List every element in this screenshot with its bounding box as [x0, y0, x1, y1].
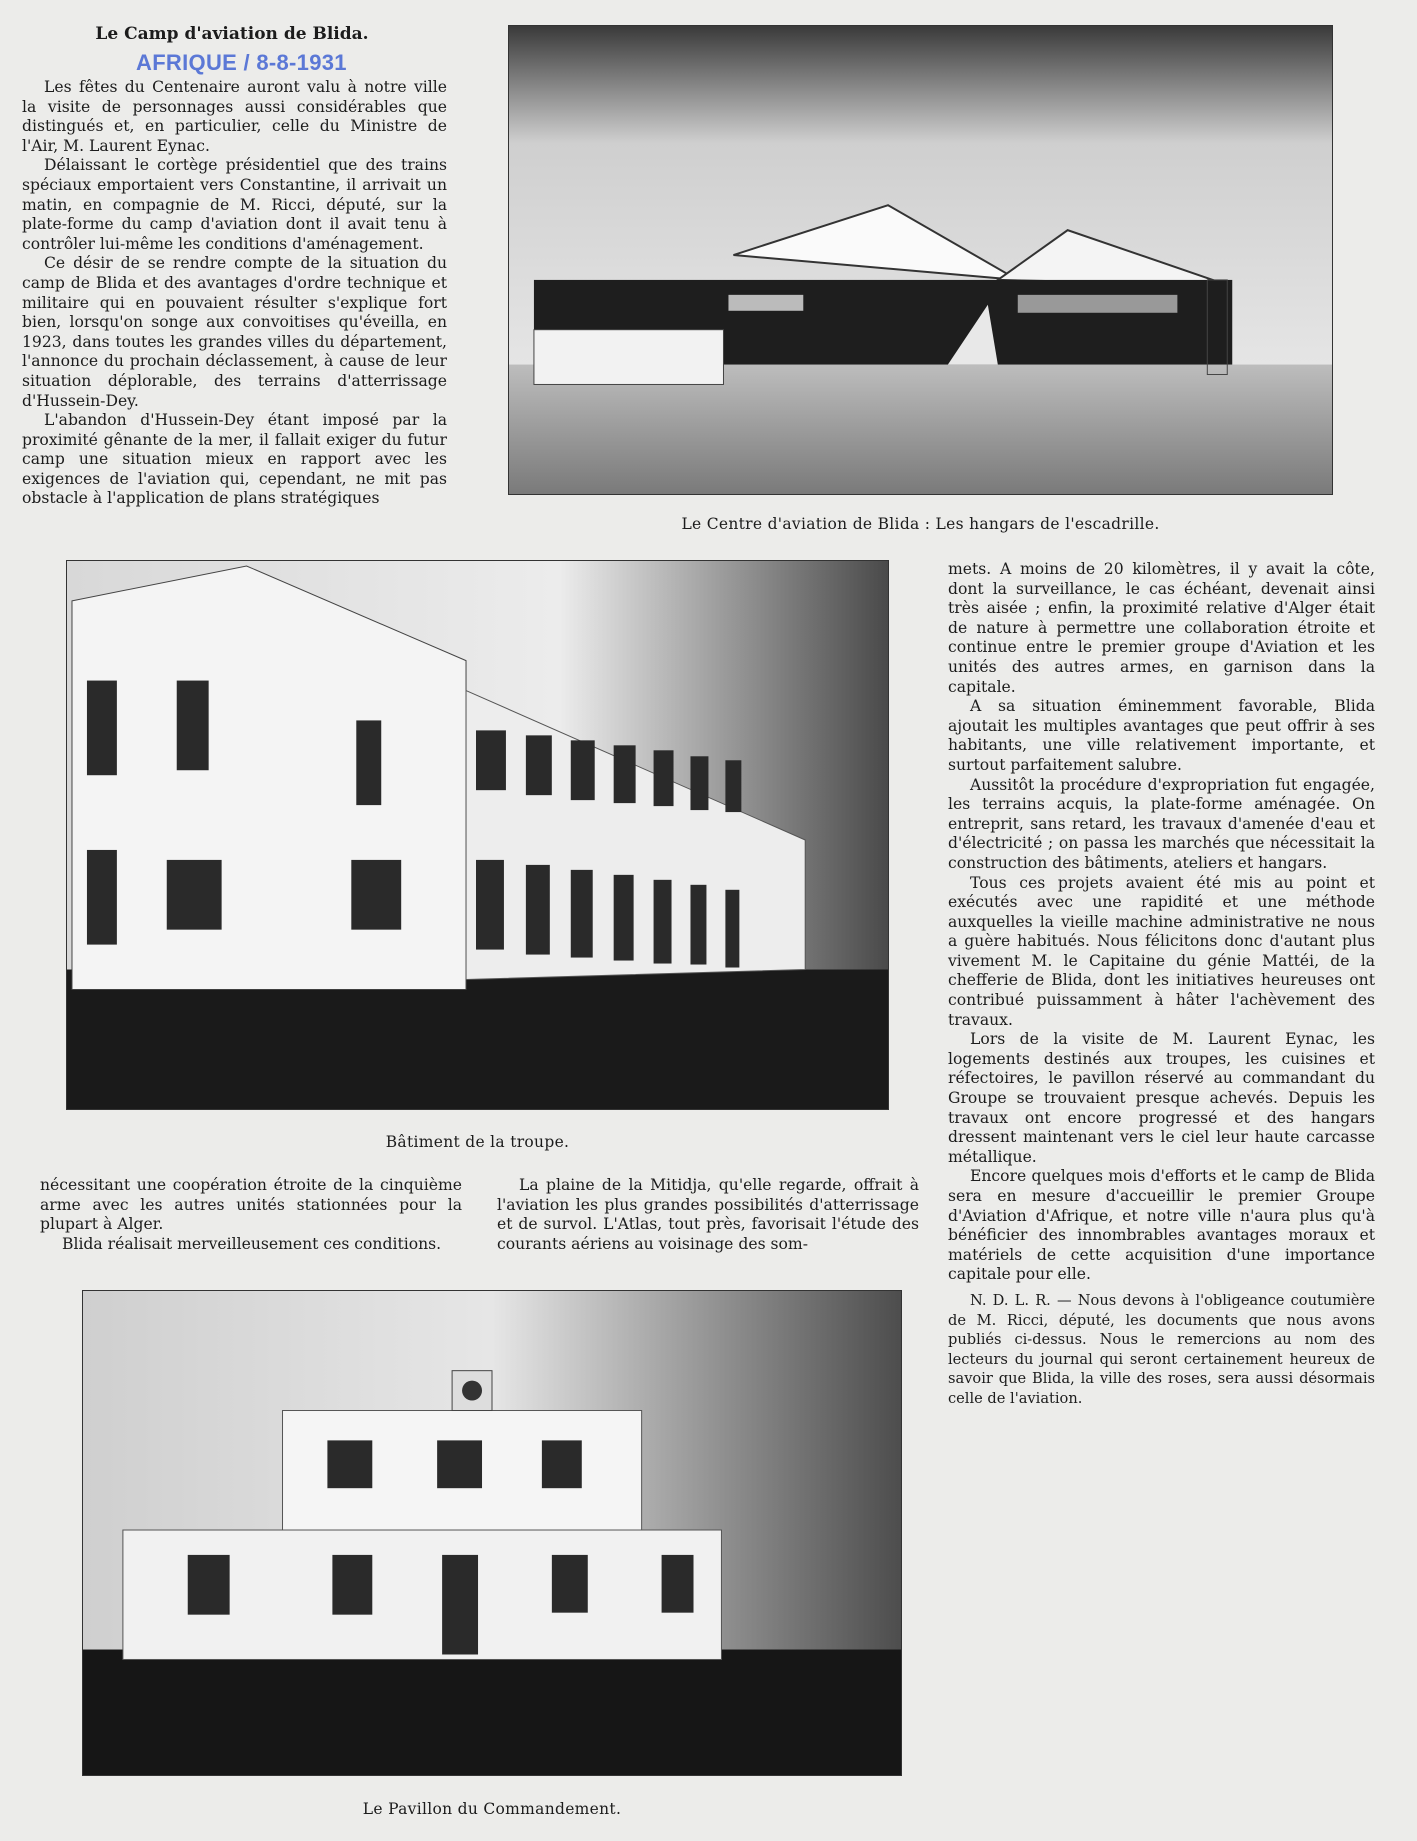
paragraph: Encore quelques mois d'efforts et le camp de Blida sera en mesure d'accueillir le premier Groupe d'Aviation d'Afrique, et notre ville n'aura plus qu'à bénéficier des innombrables avantages moraux et matériels de cette acquisition d'une importance capitale pour elle. — [948, 1167, 1375, 1284]
paragraph: Tous ces projets avaient été mis au point et exécutés avec une rapidité et une méthode auxquelles la vieille machine administrative ne nous a guère habitués. Nous félicitons donc d'autant plus vivement M. le Capitaine du génie Mattéi, de la chefferie de Blida, dont les initiatives heureuses ont contribué puissamment à hâter l'achèvement des travaux. — [948, 873, 1375, 1029]
paragraph: Blida réalisait merveilleusement ces conditions. — [62, 1234, 442, 1253]
column-4 — [948, 560, 1375, 1409]
ndlr-note — [948, 1291, 1375, 1409]
paragraph: Délaissant le cortège présidentiel que des trains spéciaux emportaient vers Constantine, il arrivait un matin, en compagnie de M. Ricci, député, sur la plate-forme du camp d'aviation dont il avait tenu à contrôler lui-même les conditions d'aménagement. — [22, 156, 447, 253]
caption-pavillon: Le Pavillon du Commandement. — [362, 1800, 622, 1818]
paragraph: A sa situation éminemment favorable, Blida ajoutait les multiples avantages que peut offrir à ses habitants, une ville relativement importante, et surtout parfaitement salubre. — [948, 697, 1375, 774]
photo-batiment-troupe — [66, 560, 889, 1110]
paragraph: L'abandon d'Hussein-Dey étant imposé par la proximité gênante de la mer, il fallait exiger du futur camp une situation mieux en rapport avec les exigences de l'aviation qui, cependant, ne mit pas obstacle à l'application de plans stratégiques — [22, 411, 447, 508]
paragraph: Aussitôt la procédure d'expropriation fut engagée, les terrains acquis, la plate-forme aménagée. On entreprit, sans retard, les travaux d'amenée d'eau et d'électricité ; on passa les marchés que nécessitait la construction des bâtiments, ateliers et hangars. — [948, 775, 1375, 872]
column-1 — [22, 78, 447, 509]
paragraph: Les fêtes du Centenaire auront valu à notre ville la visite de personnages aussi considérables que distingués et, en particulier, celle du Ministre de l'Air, M. Laurent Eynac. — [22, 78, 447, 155]
photo-hangars — [508, 25, 1333, 495]
ndlr-text: N. D. L. R. — Nous devons à l'obligeance coutumière de M. Ricci, député, les documents que nous avons publiés ci-dessus. Nous le remercions au nom des lecteurs du journal qui seront certainement heureux de savoir que Blida, la ville des roses, sera aussi désormais celle de l'aviation. — [948, 1291, 1375, 1407]
archive-stamp: AFRIQUE / 8-8-1931 — [136, 50, 347, 75]
paragraph: La plaine de la Mitidja, qu'elle regarde, offrait à l'aviation les plus grandes possibilités d'atterrissage et de survol. L'Atlas, tout près, favorisait l'étude des courants aériens au voisinage des som- — [497, 1176, 919, 1253]
photo-pavillon-commandement — [82, 1290, 902, 1776]
article-title: Le Camp d'aviation de Blida. — [95, 24, 369, 44]
column-2 — [40, 1176, 462, 1254]
paragraph: mets. A moins de 20 kilomètres, il y avait la côte, dont la surveillance, le cas échéant, devenait ainsi très aisée ; enfin, la proximité relative d'Alger était de nature à permettre une collaboration étroite et continue entre le premier groupe d'Aviation et les unités des autres armes, en garnison dans la capitale. — [948, 560, 1375, 696]
column-3 — [497, 1176, 919, 1254]
paragraph: Lors de la visite de M. Laurent Eynac, les logements destinés aux troupes, les cuisines et réfectoires, le pavillon réservé au commandant du Groupe se trouvaient presque achevés. Depuis les travaux ont encore progressé et des hangars dressent maintenant vers le ciel leur haute carcasse métallique. — [948, 1030, 1375, 1166]
paragraph: nécessitant une coopération étroite de la cinquième arme avec les autres unités stationnées pour la plupart à Alger. — [40, 1176, 462, 1234]
caption-hangars: Le Centre d'aviation de Blida : Les hangars de l'escadrille. — [681, 515, 1160, 533]
caption-batiment-troupe: Bâtiment de la troupe. — [385, 1133, 570, 1151]
paragraph: Ce désir de se rendre compte de la situation du camp de Blida et des avantages d'ordre technique et militaire qui en pouvaient résulter s'explique fort bien, lorsqu'on songe aux convoitises qu'éveilla, en 1923, dans toutes les grandes villes du département, l'annonce du prochain déclassement, à cause de leur situation déplorable, des terrains d'atterrissage d'Hussein-Dey. — [22, 254, 447, 410]
